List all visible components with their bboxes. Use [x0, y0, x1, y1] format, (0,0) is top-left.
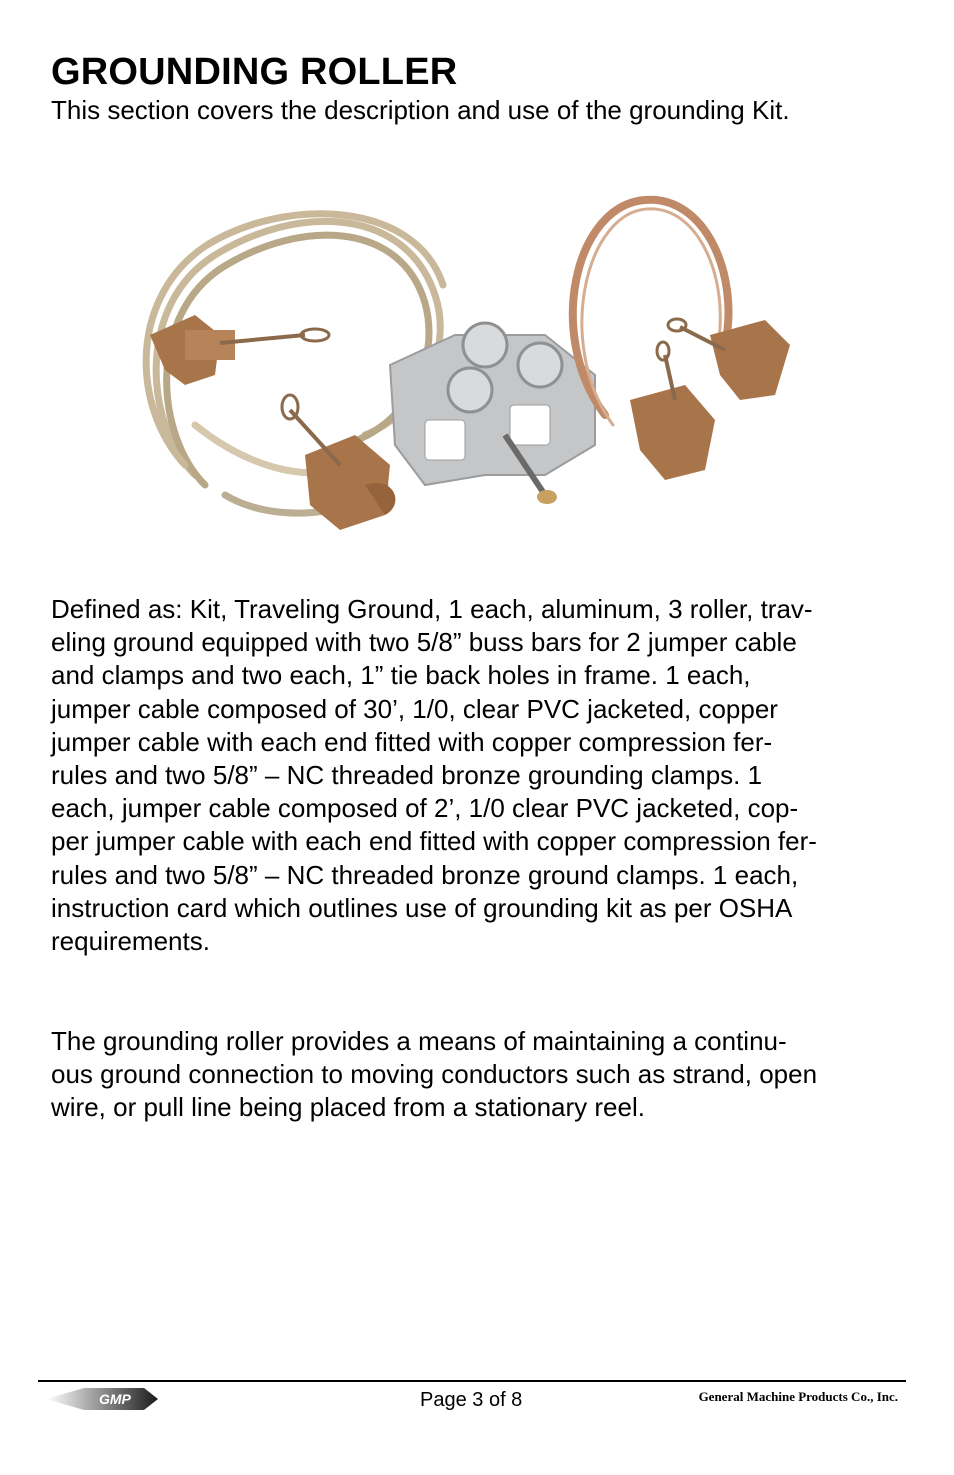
section-intro: This section covers the description and use of the grounding Kit. — [51, 95, 790, 125]
grounding-kit-photo — [125, 185, 805, 545]
aluminum-three-roller-frame-icon — [390, 323, 595, 504]
bronze-grounding-clamp-icon — [150, 315, 329, 385]
short-jumper-cable-icon — [573, 200, 729, 425]
roller-purpose: The grounding roller provides a means of maintaining a continu- ous ground connection to moving conductors such as strand, open wire, or pull line being placed from a stationary reel. — [51, 1026, 818, 1123]
bronze-grounding-clamp-icon — [630, 342, 715, 480]
footer-divider — [38, 1380, 906, 1382]
page-title: GROUNDING ROLLER — [51, 51, 458, 93]
company-name: General Machine Products Co., Inc. — [698, 1389, 898, 1404]
page-number: Page 3 of 8 — [420, 1389, 523, 1411]
gmp-logo — [44, 1384, 160, 1414]
logo-text: GMP — [99, 1391, 131, 1407]
kit-definition: Defined as: Kit, Traveling Ground, 1 each, aluminum, 3 roller, trav- eling ground equipped with two 5/8” buss bars for 2 jumper cable and clamps and two each, 1” tie back holes in frame. 1 each, jumper cable composed of 30’, 1/0, clear PVC jacketed, copper jumper cable with each end fitted with copper compression fer- rules and two 5/8” – NC threaded bronze grounding clamps. 1 each, jumper cable composed of 2’, 1/0 clear PVC jacketed, cop- per jumper cable with each end fitted with copper compression fer- rules and two 5/8” – NC threaded bronze ground clamps. 1 each, instruction card which outlines use of grounding kit as per OSHA requirements. — [51, 594, 817, 957]
